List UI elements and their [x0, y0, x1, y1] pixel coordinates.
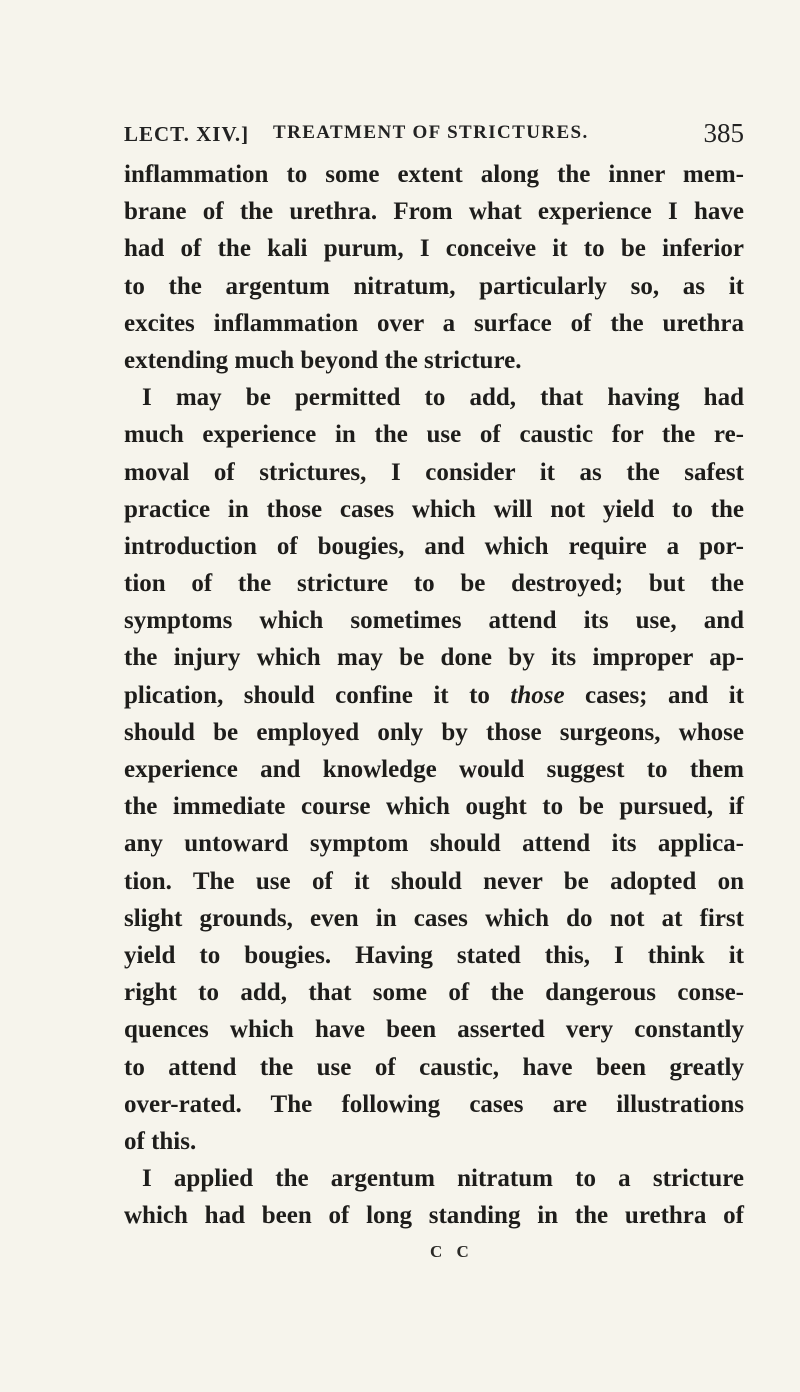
- text-fragment: plication, should confine it to: [124, 681, 511, 709]
- text-line: which had been of long standing in the urethra of: [124, 1202, 744, 1230]
- text-line: practice in those cases which will not yield to the: [124, 495, 744, 523]
- italic-word: those: [510, 681, 565, 709]
- text-line: slight grounds, even in cases which do not at first: [124, 904, 744, 932]
- text-line: the injury which may be done by its improper ap-: [124, 644, 744, 672]
- text-line: symptoms which sometimes attend its use, and: [124, 607, 744, 635]
- text-line: brane of the urethra. From what experience I have: [124, 198, 744, 226]
- text-line: the immediate course which ought to be pursued, if: [124, 793, 744, 821]
- paragraph-start-line: I may be permitted to add, that having had: [142, 384, 744, 412]
- text-line: to the argentum nitratum, particularly so, as it: [124, 272, 744, 300]
- text-line: moval of strictures, I consider it as the safest: [124, 458, 744, 486]
- text-fragment: cases; and it: [564, 681, 744, 709]
- text-line: [124, 677, 744, 714]
- text-line: any untoward symptom should attend its applica-: [124, 830, 744, 858]
- text-line: right to add, that some of the dangerous conse-: [124, 979, 744, 1007]
- page-number: 385: [703, 118, 744, 148]
- signature-mark: C C: [430, 1242, 474, 1261]
- body-text: [124, 156, 744, 1234]
- text-line: over-rated. The following cases are illustrations: [124, 1090, 744, 1118]
- text-line: had of the kali purum, I conceive it to be inferior: [124, 235, 744, 263]
- text-line: yield to bougies. Having stated this, I think it: [124, 941, 744, 969]
- text-line: experience and knowledge would suggest to them: [124, 756, 744, 783]
- running-head: [124, 118, 744, 152]
- text-line: tion of the stricture to be destroyed; but the: [124, 570, 744, 598]
- chapter-title: TREATMENT OF STRICTURES.: [273, 122, 589, 143]
- paragraph-start-line: I applied the argentum nitratum to a stricture: [142, 1165, 744, 1193]
- text-line: extending much beyond the stricture.: [124, 346, 522, 374]
- text-line: inflammation to some extent along the inner mem-: [124, 161, 744, 188]
- text-line: excites inflammation over a surface of the urethra: [124, 309, 744, 337]
- text-line: should be employed only by those surgeons, whose: [124, 718, 744, 746]
- text-line: tion. The use of it should never be adopted on: [124, 867, 744, 895]
- text-line: introduction of bougies, and which require a por-: [124, 532, 744, 560]
- text-line: of this.: [124, 1127, 197, 1155]
- text-line: quences which have been asserted very constantly: [124, 1016, 744, 1044]
- text-line: to attend the use of caustic, have been greatly: [124, 1053, 744, 1081]
- text-line: much experience in the use of caustic for the re-: [124, 421, 744, 449]
- lecture-label: LECT. XIV.]: [124, 122, 250, 146]
